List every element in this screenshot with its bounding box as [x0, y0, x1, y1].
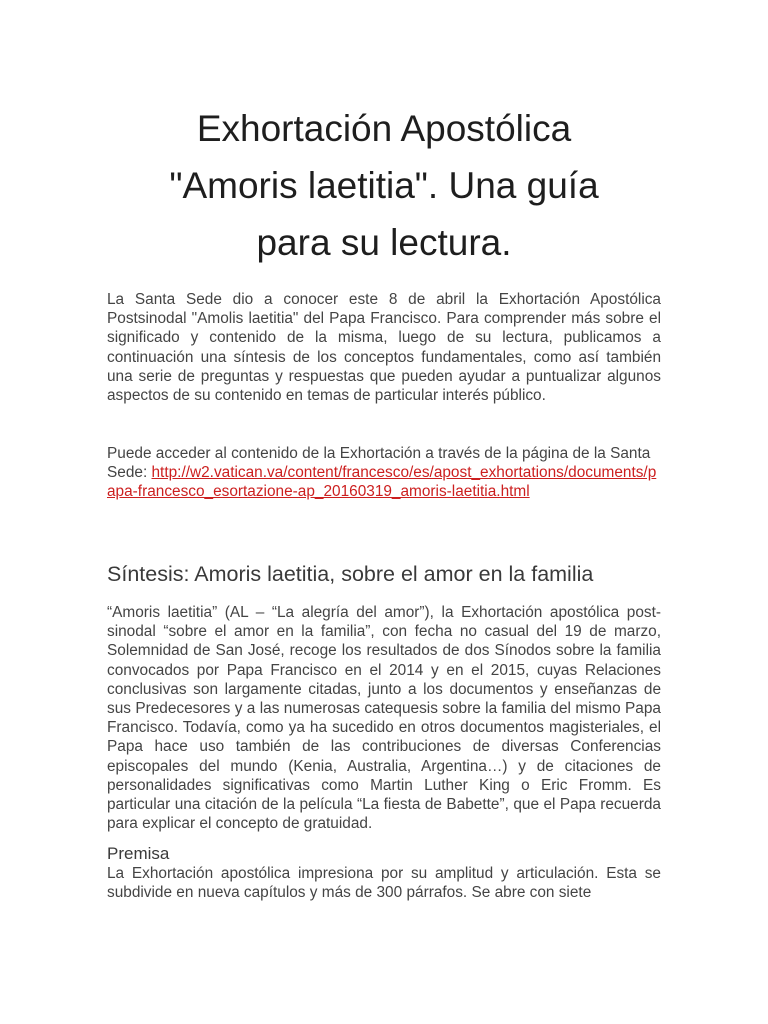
premise-paragraph: La Exhortación apostólica impresiona por su amplitud y articulación. Esta se subdivide en nueva capítulos y más de 300 párrafos. Se abre con siete	[107, 865, 661, 902]
vatican-link[interactable]	[107, 464, 656, 500]
document-title	[60, 100, 708, 271]
vatican-link-line2: nts/papa-francesco_esortazione-ap_20160319_amoris-laetitia.html	[107, 464, 657, 501]
subheading-premisa: Premisa	[107, 844, 170, 863]
access-paragraph	[107, 444, 661, 502]
intro-paragraph: La Santa Sede dio a conocer este 8 de abril la Exhortación Apostólica Postsinodal "Amolis laetitia" del Papa Francisco. Para comprender más sobre el significado y contenido de la misma, luego de su lectura, publicamos a continuación una síntesis de los conceptos fundamentales, como así también una serie de preguntas y respuestas que pueden ayudar a puntualizar algunos aspectos de su contenido en temas de particular interés público.	[107, 291, 661, 405]
section-heading: Síntesis: Amoris laetitia, sobre el amor en la familia	[107, 562, 594, 586]
title-line: para su lectura.	[256, 222, 512, 263]
title-line: Exhortación Apostólica	[196, 108, 572, 149]
title-line: "Amoris laetitia". Una guía	[169, 165, 599, 206]
vatican-link-line1: http://w2.vatican.va/content/francesco/es/apost_exhortations/docume	[151, 464, 623, 482]
access-text: Puede acceder al contenido de la Exhortación a través de la página de la Santa Sede:	[107, 445, 651, 482]
synthesis-paragraph: “Amoris laetitia” (AL – “La alegría del amor”), la Exhortación apostólica post-sinodal “sobre el amor en la familia”, con fecha no casual del 19 de marzo, Solemnidad de San José, recoge los resultados de dos Sínodos sobre la familia convocados por Papa Francisco en el 2014 y en el 2015, cuyas Relaciones conclusivas son largamente citadas, junto a los documentos y enseñanzas de sus Predecesores y a las numerosas catequesis sobre la familia del mismo Papa Francisco. Todavía, como ya ha sucedido en otros documentos magisteriales, el Papa hace uso también de las contribuciones de diversas Conferencias episcopales del mundo (Kenia, Australia, Argentina…) y de citaciones de personalidades significativas como Martin Luther King o Eric Fromm. Es particular una citación de la película “La fiesta de Babette”, que el Papa recuerda para explicar el concepto de gratuidad.	[107, 604, 661, 833]
